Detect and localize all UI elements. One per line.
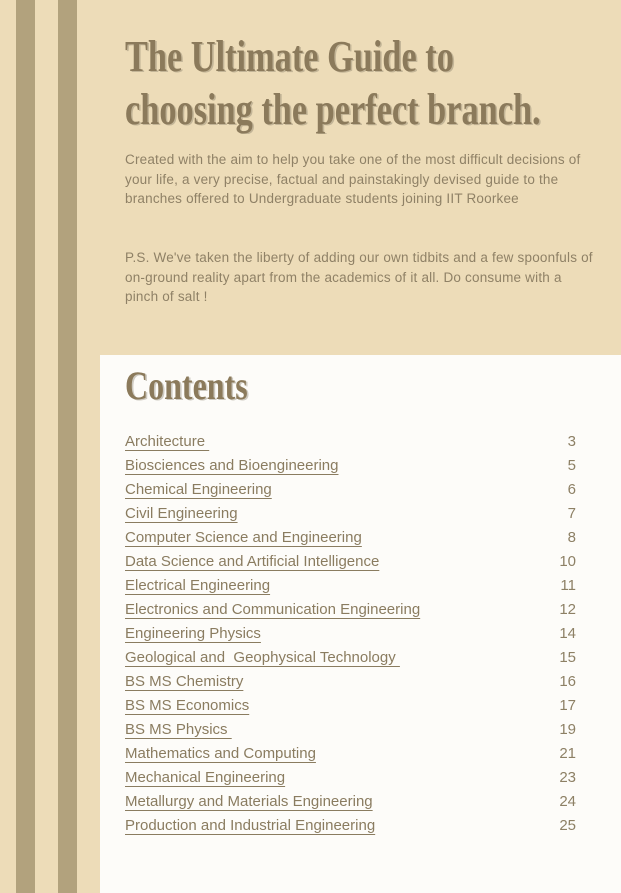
toc-link-engineering-physics[interactable]: Engineering Physics [125, 625, 261, 642]
toc-row [125, 670, 576, 694]
toc-link-bs-ms-chemistry[interactable]: BS MS Chemistry [125, 673, 244, 690]
toc-row [125, 598, 576, 622]
toc-link-biosciences-and-bioengineering[interactable]: Biosciences and Bioengineering [125, 457, 339, 474]
toc-page-number: 21 [559, 745, 576, 762]
toc-link-electrical-engineering[interactable]: Electrical Engineering [125, 577, 271, 594]
toc-page-number: 12 [559, 601, 576, 618]
left-vertical-stripe-2 [58, 0, 77, 893]
toc-row [125, 646, 576, 670]
toc-page-number: 17 [559, 697, 576, 714]
toc-row [125, 550, 576, 574]
toc-page-number: 8 [567, 529, 576, 546]
toc-page-number: 25 [559, 817, 576, 834]
toc-link-production-and-industrial-engineering[interactable]: Production and Industrial Engineering [125, 817, 376, 834]
toc-link-civil-engineering[interactable]: Civil Engineering [125, 505, 238, 522]
toc-page-number: 3 [567, 433, 576, 450]
toc-row [125, 814, 576, 838]
toc-link-geological-and-geophysical-technology[interactable]: Geological and Geophysical Technology [125, 649, 400, 666]
toc-row [125, 742, 576, 766]
toc-link-mechanical-engineering[interactable]: Mechanical Engineering [125, 769, 286, 786]
toc-row [125, 622, 576, 646]
toc-page-number: 5 [567, 457, 576, 474]
toc-row [125, 574, 576, 598]
toc-row [125, 694, 576, 718]
page-title [125, 30, 605, 136]
toc-row [125, 478, 576, 502]
toc-link-bs-ms-economics[interactable]: BS MS Economics [125, 697, 250, 714]
toc-link-architecture[interactable]: Architecture [125, 433, 210, 450]
toc-page-number: 23 [559, 769, 576, 786]
toc-page-number: 24 [559, 793, 576, 810]
toc-row [125, 766, 576, 790]
contents-heading: Contents [125, 363, 248, 408]
toc-link-electronics-and-communication-engineering[interactable]: Electronics and Communication Engineering [125, 601, 421, 618]
toc-row [125, 790, 576, 814]
toc-page-number: 16 [559, 673, 576, 690]
left-vertical-stripe-1 [16, 0, 35, 893]
ps-note-paragraph: P.S. We've taken the liberty of adding our own tidbits and a few spoonfuls of on-ground reality apart from the academics of it all. Do consume with a pinch of salt ! [125, 250, 593, 304]
toc-row [125, 502, 576, 526]
toc-link-data-science-and-artificial-intelligence[interactable]: Data Science and Artificial Intelligence [125, 553, 380, 570]
toc-row [125, 718, 576, 742]
toc-page-number: 6 [567, 481, 576, 498]
toc-page-number: 14 [559, 625, 576, 642]
toc-link-mathematics-and-computing[interactable]: Mathematics and Computing [125, 745, 316, 762]
toc-row [125, 454, 576, 478]
toc-row [125, 430, 576, 454]
intro-paragraph: Created with the aim to help you take one of the most difficult decisions of your life, a very precise, factual and painstakingly devised guide to the branches offered to Undergraduate students joining IIT Roorkee [125, 152, 581, 206]
toc-page-number: 7 [567, 505, 576, 522]
table-of-contents [125, 430, 576, 838]
toc-row [125, 526, 576, 550]
toc-link-computer-science-and-engineering[interactable]: Computer Science and Engineering [125, 529, 362, 546]
page-title-line-1: The Ultimate Guide to [125, 32, 454, 81]
toc-page-number: 11 [560, 577, 576, 594]
toc-page-number: 15 [559, 649, 576, 666]
toc-link-bs-ms-physics[interactable]: BS MS Physics [125, 721, 232, 738]
page-title-line-2: choosing the perfect branch. [125, 85, 541, 134]
toc-page-number: 10 [559, 553, 576, 570]
toc-link-chemical-engineering[interactable]: Chemical Engineering [125, 481, 272, 498]
toc-page-number: 19 [559, 721, 576, 738]
toc-link-metallurgy-and-materials-engineering[interactable]: Metallurgy and Materials Engineering [125, 793, 373, 810]
